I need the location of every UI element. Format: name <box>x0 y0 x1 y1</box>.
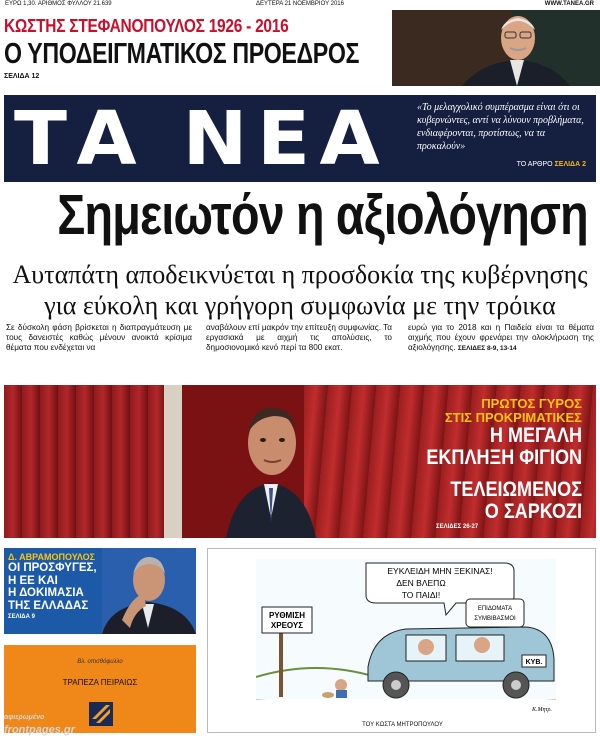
subhead-line-1: Αυταπάτη αποδεικνύεται η προσδοκία της κυβέρνησης <box>12 260 588 289</box>
france-title-1: Η ΜΕΓΑΛΗ <box>489 424 582 447</box>
lead-column-1: Σε δύσκολη φάση βρίσκεται η διαπραγμάτευση με τους δανειστές καθώς μένουν ανοικτά κρίσιμα θέματα που ενδέχεται να <box>6 323 192 352</box>
france-kicker-2: ΣΤΙΣ ΠΡΟΚΡΙΜΑΤΙΚΕΣ <box>444 410 582 425</box>
lead-column-3-text: ευρώ για το 2018 και η Παιδεία είναι τα θέματα αιχμής που έχουν φρενάρει την ολοκλήρωση της αξιολόγησης. <box>408 323 594 352</box>
editorial-quote: «Το μελαγχολικό συμπέρασμα είναι ότι οι κυβερνώντες, αντί να λύνουν προβλήματα, ενδιαφέρονται, προτίστως, να τα προκαλούν» <box>417 102 584 152</box>
cartoon-panel[interactable] <box>207 548 596 733</box>
avramopoulos-photo <box>102 548 196 634</box>
quote-source-page: ΣΕΛΙΔΑ 2 <box>554 161 586 168</box>
teaser-title: Ο ΥΠΟΔΕΙΓΜΑΤΙΚΟΣ ΠΡΟΕΔΡΟΣ <box>4 38 360 70</box>
teaser-stefanopoulos[interactable] <box>0 10 600 86</box>
quote-source <box>517 161 586 168</box>
france-pages: ΣΕΛΙΔΕΣ 26-27 <box>436 524 479 530</box>
bank-name: ΤΡΑΠΕΖΑ ΠΕΙΡΑΙΩΣ <box>62 678 138 687</box>
speech-line-1: ΕΥΚΛΕΙΔΗ ΜΗΝ ΞΕΚΙΝΑΣ! <box>387 566 493 576</box>
france-title-2: ΕΚΠΛΗΞΗ ΦΙΓΙΟΝ <box>426 446 582 469</box>
avramopoulos-name: Δ. ΑΒΡΑΜΟΠΟΥΛΟΣ <box>8 552 96 562</box>
avramopoulos-line-2: Η ΕΕ ΚΑΙ <box>8 574 58 587</box>
price-issue: ΕΥΡΩ 1,30. ΑΡΙΘΜΟΣ ΦΥΛΛΟΥ 21.639 <box>5 1 112 7</box>
watermark-line-1: αφιερωμένο <box>4 714 45 721</box>
avramopoulos-line-3: Η ΔΟΚΙΜΑΣΙΑ <box>8 587 84 599</box>
main-subhead <box>0 259 600 321</box>
frontpages-watermark <box>4 712 75 736</box>
france-title-3: ΤΕΛΕΙΩΜΕΝΟΣ <box>450 478 582 501</box>
lead-body <box>6 323 596 371</box>
speech-line-3: ΤΟ ΠΑΙΔΙ! <box>401 590 441 600</box>
top-info-bar <box>0 0 600 9</box>
luggage-line-1: ΕΠΙΔΟΜΑΤΑ <box>477 606 513 612</box>
avramopoulos-page: ΣΕΛΙΔΑ 9 <box>8 614 35 620</box>
masthead <box>4 95 596 182</box>
curtain-gap <box>164 385 182 538</box>
watermark-line-2: frontpages.gr <box>4 724 75 736</box>
sign-line-1: ΡΥΘΜΙΣΗ <box>268 611 306 620</box>
avramopoulos-text <box>8 552 97 620</box>
stefanopoulos-photo <box>392 10 600 86</box>
lead-column-3 <box>408 323 594 354</box>
france-headline-block <box>401 397 582 523</box>
france-primary-story[interactable] <box>4 385 596 538</box>
lead-column-2: αναβάλουν επί μακρόν την επίτευξη συμφωνίας. Τα εργασιακά με αιχμή τις απολύσεις, το δημοσιονομικό κενό περί τα 800 εκατ. <box>206 323 392 352</box>
avramopoulos-line-4: ΤΗΣ ΕΛΛΑΔΑΣ <box>8 599 89 612</box>
cartoon-signature: Κ.Μητρ. <box>531 707 552 713</box>
france-kicker-1: ΠΡΩΤΟΣ ΓΥΡΟΣ <box>481 396 582 411</box>
france-title-4: Ο ΣΑΡΚΟΖΙ <box>484 500 582 523</box>
website-url: WWW.TANEA.GR <box>544 1 594 7</box>
teaser-kicker: ΚΩΣΤΗΣ ΣΤΕΦΑΝΟΠΟΥΛΟΣ 1926 - 2016 <box>4 16 289 36</box>
cartoon-credit: ΤΟΥ ΚΩΣΤΑ ΜΗΤΡΟΠΟΥΛΟΥ <box>362 722 443 728</box>
curtain-left <box>4 385 164 538</box>
cartoon-drawing <box>256 559 556 719</box>
subhead-line-2: για εύκολη και γρήγορη συμφωνία με την τρόικα <box>44 291 556 320</box>
lead-pages: ΣΕΛΙΔΕΣ 8-9, 13-14 <box>457 345 517 352</box>
sarkozy-photo <box>226 388 316 538</box>
luggage-line-2: ΣΥΜΒΙΒΑΣΜΟΙ <box>474 616 516 622</box>
main-headline[interactable]: Σημειωτόν η αξιολόγηση <box>57 183 588 247</box>
sign-line-2: ΧΡΕΟΥΣ <box>270 621 304 630</box>
teaser-page: ΣΕΛΙΔΑ 12 <box>4 73 40 80</box>
bank-logo-icon <box>89 702 113 726</box>
speech-line-2: ΔΕΝ ΒΛΕΠΩ <box>396 578 446 588</box>
quote-source-label: ΤΟ ΑΡΘΡΟ <box>516 161 553 168</box>
newspaper-logo[interactable]: ΤΑ ΝΕΑ <box>14 96 390 182</box>
car-label: ΚΥΒ. <box>525 659 543 666</box>
avramopoulos-story[interactable] <box>4 548 196 634</box>
issue-date: ΔΕΥΤΕΡΑ 21 ΝΟΕΜΒΡΙΟΥ 2016 <box>256 1 344 7</box>
bank-insert-note: Βλ. οπισθόφυλλο <box>77 659 123 665</box>
avramopoulos-line-1: ΟΙ ΠΡΟΣΦΥΓΕΣ, <box>8 562 97 574</box>
